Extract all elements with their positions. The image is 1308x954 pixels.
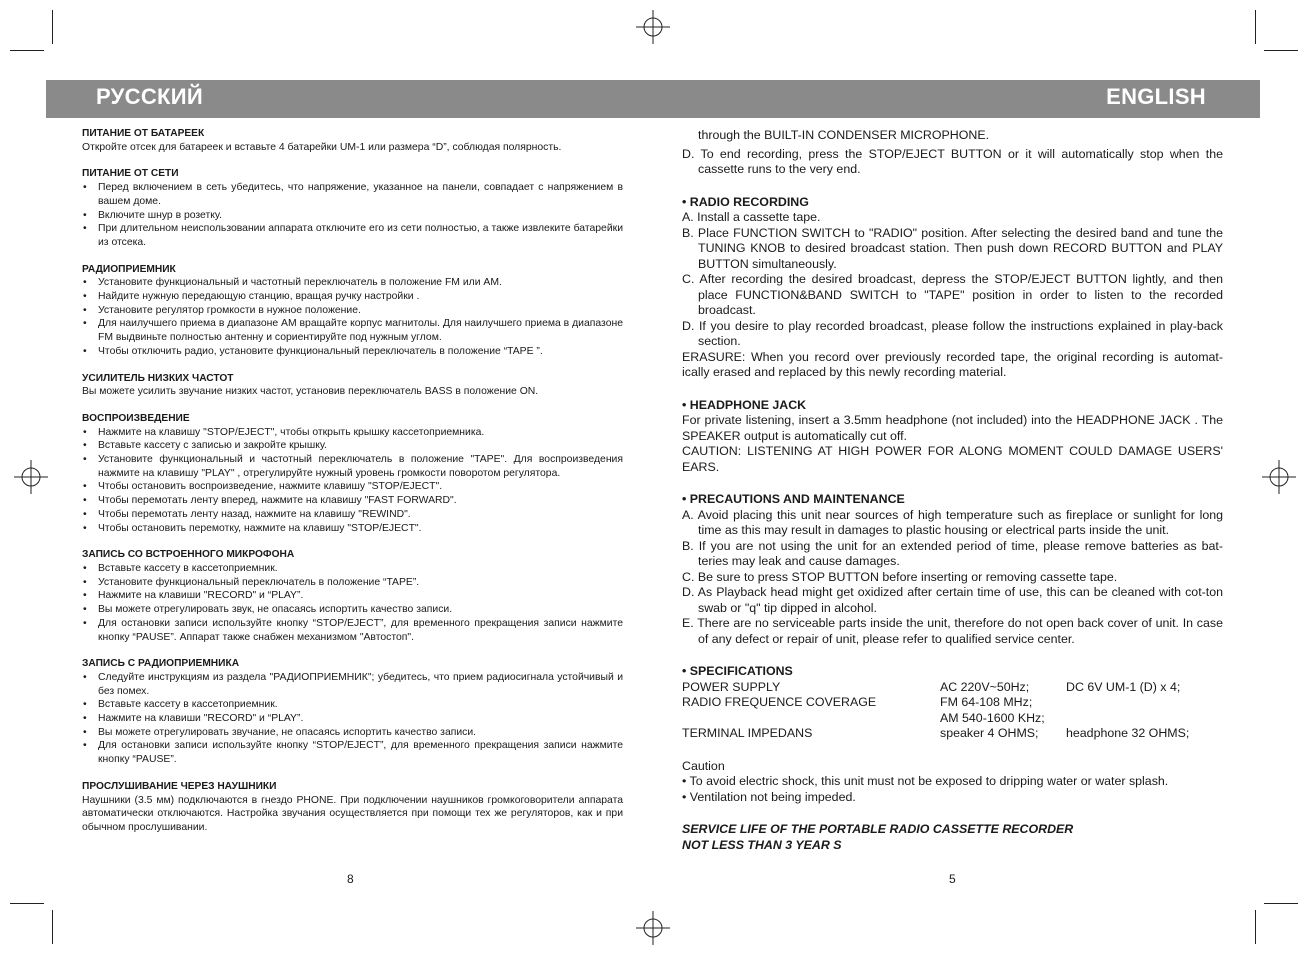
spec-label: TERMINAL IMPEDANS: [682, 726, 813, 740]
spec-label: RADIO FREQUENCE COVERAGE: [682, 695, 877, 709]
section-mains-power: [82, 167, 623, 249]
section-headphone-jack: [682, 398, 1223, 476]
section-text: For private listening, insert a 3.5mm headphone (not included) into the HEADPHONE JACK . The SPEAKER output is automatically cut off.: [682, 413, 1223, 443]
list-item: D. To end recording, press the STOP/EJECT BUTTON or it will automatically stop when the cassette runs to the very end.: [682, 146, 1223, 176]
section-radio-recording: [82, 657, 623, 767]
crop-mark: [10, 903, 44, 904]
registration-mark-icon: [14, 460, 48, 494]
crop-mark: [1255, 910, 1256, 944]
list-item: • Установите функциональный и частотный переключатель в положение "TAPE". Для воспроизведения нажмите на клавишу "PLAY" , отрегулируйте нужный уровень громкости поворотом регулятора.: [82, 453, 623, 480]
list-item: A. Avoid placing this unit near sources of high temperature such as fireplace or sunlight for long time as this may result in damages to plastic housing or electrical parts inside the unit.: [682, 507, 1223, 537]
list-item: • При длительном неиспользовании аппарата отключите его из сети полностью, а также извлеките батарейки из отсека.: [82, 222, 623, 249]
list-item: • Для остановки записи используйте кнопку “STOP/EJECT”, для временного прекращения записи нажмите кнопку “PAUSE”. Аппарат также снабжен механизмом "Автостоп".: [82, 617, 623, 644]
spec-value: AC 220V~50Hz;: [940, 679, 1030, 694]
section-title: РАДИОПРИЕМНИК: [82, 263, 176, 275]
section-battery-power: [82, 127, 623, 154]
list-item: • Установите функциональный переключатель в положение “TAPE”.: [82, 576, 623, 590]
list-item: C. After recording the desired broadcast, depress the STOP/EJECT BUTTON lightly, and then place FUNCTION&BAND SWITCH to "TAPE" position in order to listen to the recorded broadcast.: [682, 272, 1223, 317]
section-text: Наушники (3.5 мм) подключаются в гнездо PHONE. При подключении наушников громкоговорители аппарата автоматически отключаются. Настройка звучания осуществляется при помощи тех же регуляторов, как и при обычном прослушивании.: [82, 794, 623, 833]
list-item: • Нажмите на клавиши "RECORD" и “PLAY”.: [82, 589, 623, 603]
section-title: ВОСПРОИЗВЕДЕНИЕ: [82, 412, 190, 424]
russian-column: [82, 127, 623, 848]
list-item: • Найдите нужную передающую станцию, вращая ручку настройки .: [82, 290, 623, 304]
section-playback: [82, 412, 623, 535]
service-life-line: NOT LESS THAN 3 YEAR S: [682, 837, 842, 852]
section-bass: [82, 372, 623, 399]
spec-value: DC 6V UM-1 (D) x 4;: [1066, 679, 1181, 694]
list-item: • Следуйте инструкциям из раздела "РАДИОПРИЕМНИК"; убедитесь, что прием радиосигнала устойчивый и без помех.: [82, 671, 623, 698]
spec-row-terminal: [682, 726, 1223, 742]
list-item: • Чтобы перемотать ленту вперед, нажмите на клавишу "FAST FORWARD".: [82, 494, 623, 508]
list-item: • Установите регулятор громкости в нужное положение.: [82, 304, 623, 318]
section-title: • SPECIFICATIONS: [682, 664, 793, 678]
language-title-russian: РУССКИЙ: [96, 84, 203, 109]
list-item: D. If you desire to play recorded broadcast, please follow the instructions explained in play-back section.: [682, 318, 1223, 348]
list-item: • Чтобы перемотать ленту назад, нажмите на клавишу "REWIND".: [82, 508, 623, 522]
erasure-text: ERASURE: When you record over previously recorded tape, the original recording is automat-ically erased and replaced by this newly recording material.: [682, 349, 1223, 379]
spec-label: POWER SUPPLY: [682, 679, 781, 694]
spec-value: AM 540-1600 KHz;: [940, 710, 1045, 725]
header-bar: [46, 80, 1260, 118]
crop-mark: [52, 10, 53, 44]
list-item: B. If you are not using the unit for an extended period of time, please remove batteries as bat-teries may leak and cause damages.: [682, 538, 1223, 568]
bullet-list: [82, 276, 623, 358]
section-title: ЗАПИСЬ СО ВСТРОЕННОГО МИКРОФОНА: [82, 549, 295, 561]
bullet-list: [82, 671, 623, 767]
list-item: • To avoid electric shock, this unit must not be exposed to dripping water or water splash.: [682, 774, 1169, 788]
registration-mark-icon: [1262, 460, 1296, 494]
crop-mark: [1264, 50, 1298, 51]
section-title: • HEADPHONE JACK: [682, 397, 807, 412]
spec-value: FM 64-108 MHz;: [940, 695, 1033, 709]
spec-empty: [682, 711, 940, 727]
list-item: C. Be sure to press STOP BUTTON before inserting or removing cassette tape.: [682, 569, 1118, 584]
bullet-list: [82, 562, 623, 644]
section-mic-recording: [82, 548, 623, 644]
list-item: A. Install a cassette tape.: [682, 210, 821, 224]
list-item: • Для наилучшего приема в диапазоне АМ вращайте корпус магнитолы. Для наилучшего приема в диапазоне FM выдвиньте полностью антенну и сориентируйте под нужным углом.: [82, 317, 623, 344]
section-text: Откройте отсек для батареек и вставьте 4 батарейки UM-1 или размера “D”, соблюдая полярность.: [82, 141, 562, 153]
section-title: УСИЛИТЕЛЬ НИЗКИХ ЧАСТОТ: [82, 372, 234, 384]
spec-row-radio-am: [682, 711, 1223, 727]
registration-mark-icon: [636, 911, 670, 945]
list-item: • Для остановки записи используйте кнопку “STOP/EJECT”, для временного прекращения записи нажмите кнопку “PAUSE”.: [82, 739, 623, 766]
list-item: • Вставьте кассету с записью и закройте крышку.: [82, 439, 623, 453]
list-item: • Нажмите на клавиши "RECORD" и “PLAY”.: [82, 712, 623, 726]
section-caution: [682, 759, 1223, 806]
continued-text: through the BUILT-IN CONDENSER MICROPHONE.: [698, 128, 990, 142]
section-text: Вы можете усилить звучание низких частот, установив переключатель BASS в положение ON.: [82, 386, 539, 398]
spec-empty: [1066, 711, 1223, 727]
list-item: • Вставьте кассету в кассетоприемник.: [82, 562, 623, 576]
crop-mark: [10, 50, 44, 51]
list-item: • Вы можете отрегулировать звучание, не опасаясь испортить качество записи.: [82, 726, 623, 740]
list-item: • Чтобы отключить радио, установите функциональный переключатель в положение “TAPE ”.: [82, 345, 623, 359]
english-column: [682, 128, 1223, 853]
list-item: E. There are no serviceable parts inside the unit, therefore do not open back cover of unit. In case of any defect or repair of unit, please refer to qualified service center.: [682, 616, 1223, 646]
list-item: • Включите шнур в розетку.: [82, 209, 623, 223]
spec-value: speaker 4 OHMS;: [940, 726, 1039, 740]
spec-row-power: [682, 680, 1223, 696]
caution-title: Caution: [682, 758, 725, 773]
service-life-line: SERVICE LIFE OF THE PORTABLE RADIO CASSETTE RECORDER: [682, 822, 1074, 836]
list-item: • Нажмите на клавишу "STOP/EJECT", чтобы открыть крышку кассетоприемника.: [82, 426, 623, 440]
section-title: ПРОСЛУШИВАНИЕ ЧЕРЕЗ НАУШНИКИ: [82, 780, 277, 792]
list-item: • Ventilation not being impeded.: [682, 789, 856, 804]
list-item: • Вставьте кассету в кассетоприемник.: [82, 698, 623, 712]
section-headphones: [82, 780, 623, 835]
list-item: • Вы можете отрегулировать звук, не опасаясь испортить качество записи.: [82, 603, 623, 617]
list-item: B. Place FUNCTION SWITCH to "RADIO" position. After selecting the desired band and tune the TUNING KNOB to desired broadcast station. Then push down RECORD BUTTON and PLAY BUTTON simultaneously.: [682, 225, 1223, 271]
page-number-left: 8: [347, 872, 354, 886]
bullet-list: [82, 181, 623, 250]
list-item: • Установите функциональный и частотный переключатель в положение FM или AM.: [82, 276, 623, 290]
bullet-list: [82, 426, 623, 536]
language-title-english: ENGLISH: [1106, 84, 1206, 109]
crop-mark: [1255, 10, 1256, 44]
crop-mark: [52, 910, 53, 944]
list-item: • Перед включением в сеть убедитесь, что напряжение, указанное на панели, совпадает с напряжением в вашем доме.: [82, 181, 623, 208]
section-radio-recording-en: [682, 195, 1223, 381]
list-item: • Чтобы остановить перемотку, нажмите на клавишу "STOP/EJECT".: [82, 522, 623, 536]
crop-mark: [1264, 903, 1298, 904]
section-title: ПИТАНИЕ ОТ БАТАРЕЕК: [82, 128, 205, 139]
section-precautions: [682, 492, 1223, 647]
spec-value: headphone 32 OHMS;: [1066, 726, 1190, 740]
section-radio: [82, 263, 623, 359]
section-title: • RADIO RECORDING: [682, 194, 809, 209]
registration-mark-icon: [636, 10, 670, 44]
section-title: • PRECAUTIONS AND MAINTENANCE: [682, 492, 905, 506]
page-number-right: 5: [949, 872, 956, 886]
section-specifications: [682, 664, 1223, 742]
spec-row-radio: [682, 695, 1223, 711]
spec-empty: [1066, 695, 1223, 711]
caution-text: CAUTION: LISTENING AT HIGH POWER FOR ALONG MOMENT COULD DAMAGE USERS' EARS.: [682, 444, 1223, 474]
list-item: • Чтобы остановить воспроизведение, нажмите клавишу "STOP/EJECT".: [82, 480, 623, 494]
section-title: ПИТАНИЕ ОТ СЕТИ: [82, 168, 179, 180]
section-title: ЗАПИСЬ С РАДИОПРИЕМНИКА: [82, 658, 240, 670]
list-item: D. As Playback head might get oxidized after certain time of use, this can be cleaned with cot-ton swab or "q" tip dipped in alcohol.: [682, 585, 1223, 615]
